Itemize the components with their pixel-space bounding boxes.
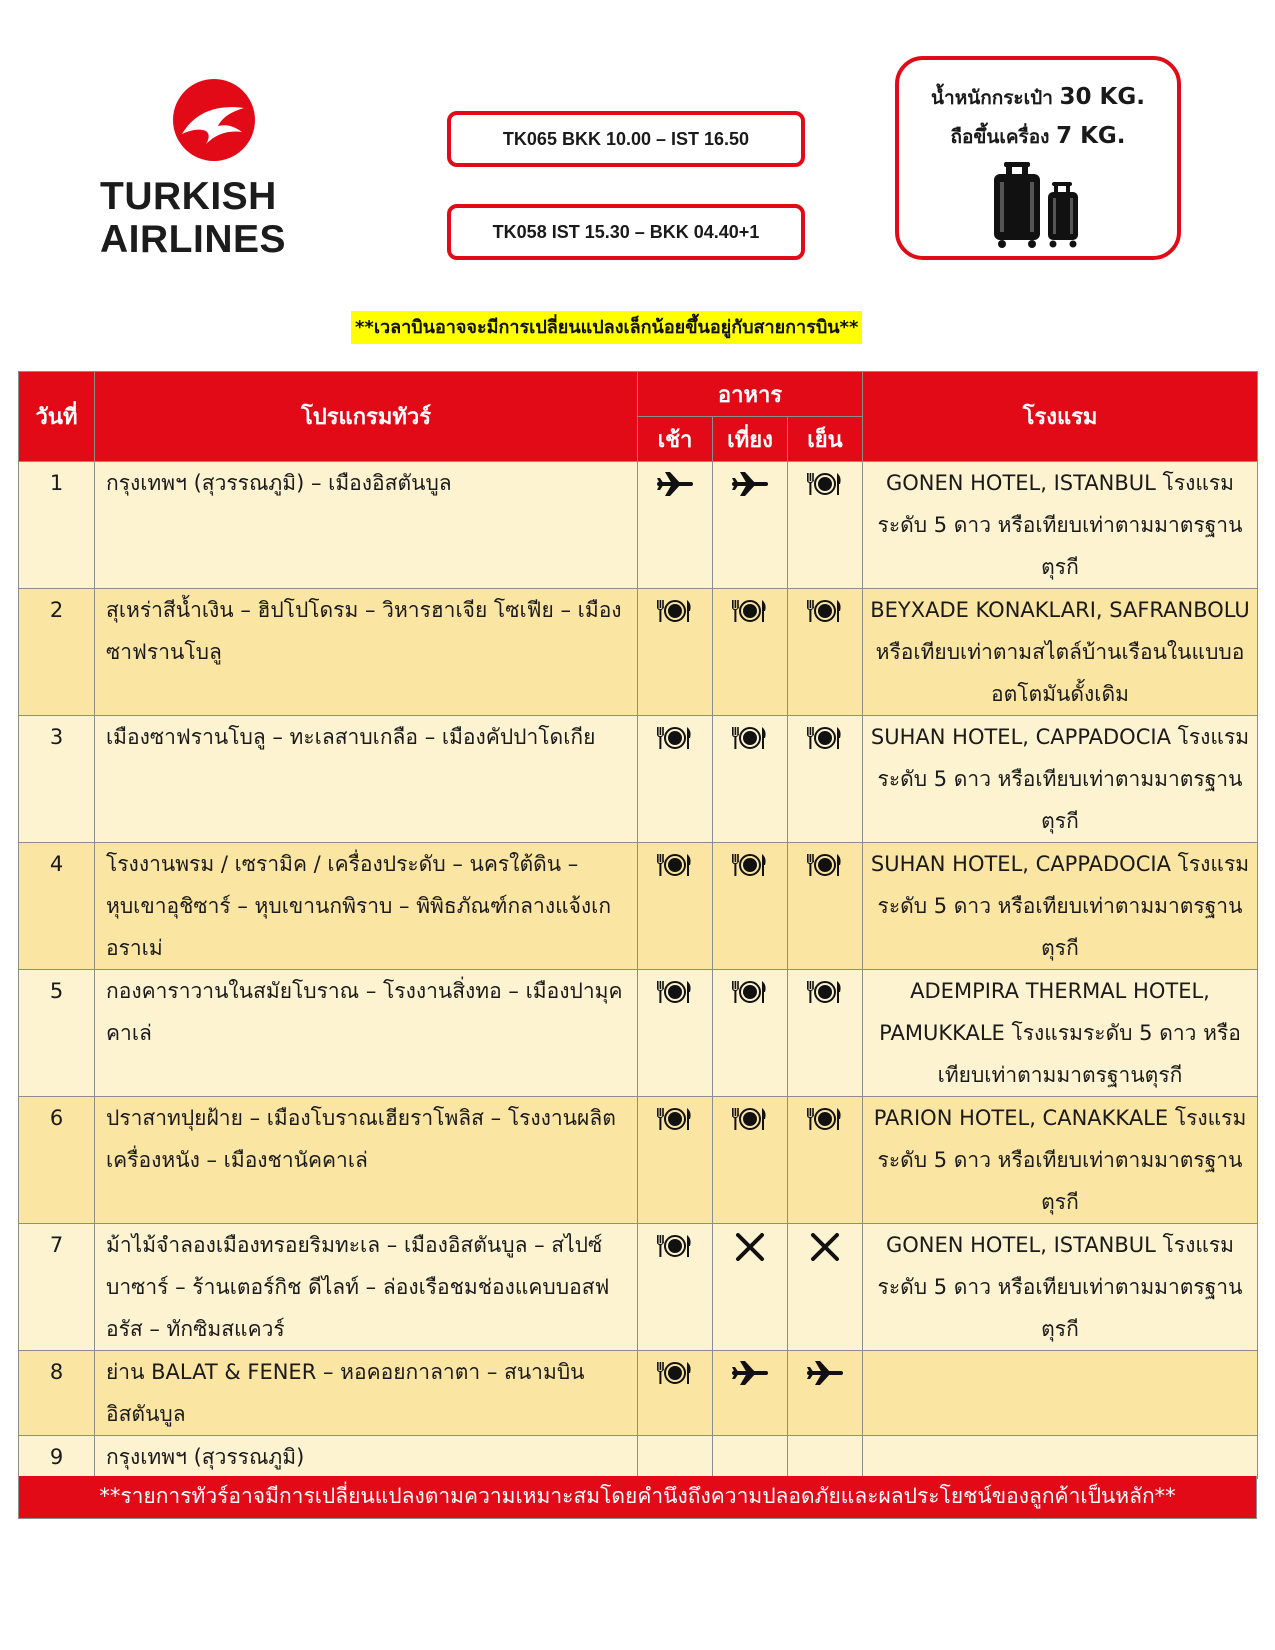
program-cell: โรงงานพรม / เซรามิค / เครื่องประดับ – นครใต้ดิน – หุบเขาอุชิซาร์ – หุบเขานกพิราบ – พิพิธภัณฑ์กลางแจ้งเกอราเม่ [95,843,638,970]
program-cell: เมืองซาฟรานโบลู – ทะเลสาบเกลือ – เมืองคัปปาโดเกีย [95,716,638,843]
checked-baggage-line [899,86,1177,109]
program-cell: สุเหร่าสีน้ำเงิน – ฮิปโปโดรม – วิหารฮาเจีย โซเฟีย – เมืองซาฟรานโบลู [95,589,638,716]
dinner-cell [788,1097,863,1224]
lunch-cell [713,716,788,843]
carryon-baggage-label: ถือขึ้นเครื่อง [950,126,1050,148]
day-cell: 4 [19,843,95,970]
lunch-cell [713,462,788,589]
meal-icon [731,725,769,751]
brand-line-1: TURKISH [100,175,277,218]
dinner-cell [788,1224,863,1351]
meal-icon [731,852,769,878]
baggage-allowance-box [895,56,1181,260]
dinner-cell [788,1436,863,1479]
table-row [19,589,1258,716]
meal-icon [806,598,844,624]
program-cell: ม้าไม้จำลองเมืองทรอยริมทะเล – เมืองอิสตันบูล – สไปซ์บาซาร์ – ร้านเตอร์กิช ดีไลท์ – ล่องเรือชมช่องแคบบอสฟอรัส – ทักซิมสแควร์ [95,1224,638,1351]
lunch-cell [713,1436,788,1479]
table-header-row [19,372,1258,417]
meal-icon [806,725,844,751]
meal-icon [656,1360,694,1386]
carryon-baggage-line [899,125,1177,148]
return-flight-text: TK058 IST 15.30 – BKK 04.40+1 [492,221,760,242]
header-dinner: เย็น [788,417,863,462]
day-cell: 2 [19,589,95,716]
checked-baggage-value: 30 KG. [1059,84,1145,110]
checked-baggage-label: น้ำหนักกระเป๋า [931,87,1053,109]
meal-icon [656,1106,694,1132]
dinner-cell [788,589,863,716]
dinner-cell [788,970,863,1097]
turkish-airlines-bird-logo-icon [172,78,256,162]
cross-icon [735,1233,765,1261]
carryon-baggage-value: 7 KG. [1056,123,1126,149]
program-cell: กองคาราวานในสมัยโบราณ – โรงงานสิ่งทอ – เมืองปามุคคาเล่ [95,970,638,1097]
plane-icon [732,1360,768,1386]
table-row [19,1097,1258,1224]
breakfast-cell [638,589,713,716]
lunch-cell [713,1351,788,1436]
hotel-cell: PARION HOTEL, CANAKKALE โรงแรมระดับ 5 ดาว หรือเทียบเท่าตามมาตรฐานตุรกี [863,1097,1258,1224]
day-cell: 6 [19,1097,95,1224]
meal-icon [731,979,769,1005]
table-row [19,1224,1258,1351]
table-row [19,1351,1258,1436]
header-breakfast: เช้า [638,417,713,462]
meal-icon [806,852,844,878]
meal-icon [806,471,844,497]
hotel-cell: BEYXADE KONAKLARI, SAFRANBOLU หรือเทียบเท่าตามสไตล์บ้านเรือนในแบบออตโตมันดั้งเดิม [863,589,1258,716]
table-row [19,970,1258,1097]
breakfast-cell [638,1097,713,1224]
turkish-airlines-logo [100,72,320,272]
breakfast-cell [638,1351,713,1436]
cross-icon [810,1233,840,1261]
dinner-cell [788,716,863,843]
header-hotel: โรงแรม [863,372,1258,462]
header-meals: อาหาร [638,372,863,417]
lunch-cell [713,970,788,1097]
flight-time-notice: **เวลาบินอาจจะมีการเปลี่ยนแปลงเล็กน้อยขึ้นอยู่กับสายการบิน** [351,311,862,344]
hotel-cell: SUHAN HOTEL, CAPPADOCIA โรงแรมระดับ 5 ดาว หรือเทียบเท่าตามมาตรฐานตุรกี [863,716,1258,843]
lunch-cell [713,589,788,716]
day-cell: 8 [19,1351,95,1436]
return-flight-box [447,204,805,260]
breakfast-cell [638,1436,713,1479]
hotel-cell: SUHAN HOTEL, CAPPADOCIA โรงแรมระดับ 5 ดาว หรือเทียบเท่าตามมาตรฐานตุรกี [863,843,1258,970]
table-row [19,462,1258,589]
lunch-cell [713,1224,788,1351]
header-day: วันที่ [19,372,95,462]
program-cell: กรุงเทพฯ (สุวรรณภูมิ) [95,1436,638,1479]
header-program: โปรแกรมทัวร์ [95,372,638,462]
dinner-cell [788,843,863,970]
dinner-cell [788,462,863,589]
plane-icon [732,471,768,497]
meal-icon [731,598,769,624]
meal-icon [731,1106,769,1132]
hotel-cell [863,1436,1258,1479]
meal-icon [656,979,694,1005]
breakfast-cell [638,462,713,589]
outbound-flight-box [447,111,805,167]
meal-icon [806,979,844,1005]
brand-line-2: AIRLINES [100,218,287,261]
day-cell: 5 [19,970,95,1097]
header-lunch: เที่ยง [713,417,788,462]
tour-change-footer: **รายการทัวร์อาจมีการเปลี่ยนแปลงตามความเหมาะสมโดยคำนึงถึงความปลอดภัยและผลประโยชน์ของลูกค้าเป็นหลัก** [18,1476,1257,1519]
itinerary-table [18,371,1258,1479]
meal-icon [806,1106,844,1132]
meal-icon [656,1233,694,1259]
dinner-cell [788,1351,863,1436]
table-row [19,843,1258,970]
breakfast-cell [638,843,713,970]
day-cell: 1 [19,462,95,589]
luggage-icon [990,162,1086,250]
plane-icon [807,1360,843,1386]
plane-icon [657,471,693,497]
program-cell: กรุงเทพฯ (สุวรรณภูมิ) – เมืองอิสตันบูล [95,462,638,589]
day-cell: 9 [19,1436,95,1479]
lunch-cell [713,1097,788,1224]
breakfast-cell [638,970,713,1097]
lunch-cell [713,843,788,970]
outbound-flight-text: TK065 BKK 10.00 – IST 16.50 [502,128,750,149]
program-cell: ย่าน BALAT & FENER – หอคอยกาลาตา – สนามบินอิสตันบูล [95,1351,638,1436]
hotel-cell [863,1351,1258,1436]
table-row [19,716,1258,843]
meal-icon [656,598,694,624]
meal-icon [656,852,694,878]
breakfast-cell [638,1224,713,1351]
meal-icon [656,725,694,751]
table-row [19,1436,1258,1479]
program-cell: ปราสาทปุยฝ้าย – เมืองโบราณเฮียราโพลิส – โรงงานผลิตเครื่องหนัง – เมืองชานัคคาเล่ [95,1097,638,1224]
airline-brand-name [100,175,286,261]
breakfast-cell [638,716,713,843]
hotel-cell: GONEN HOTEL, ISTANBUL โรงแรมระดับ 5 ดาว หรือเทียบเท่าตามมาตรฐานตุรกี [863,462,1258,589]
day-cell: 3 [19,716,95,843]
day-cell: 7 [19,1224,95,1351]
hotel-cell: GONEN HOTEL, ISTANBUL โรงแรมระดับ 5 ดาว หรือเทียบเท่าตามมาตรฐานตุรกี [863,1224,1258,1351]
hotel-cell: ADEMPIRA THERMAL HOTEL, PAMUKKALE โรงแรมระดับ 5 ดาว หรือเทียบเท่าตามมาตรฐานตุรกี [863,970,1258,1097]
